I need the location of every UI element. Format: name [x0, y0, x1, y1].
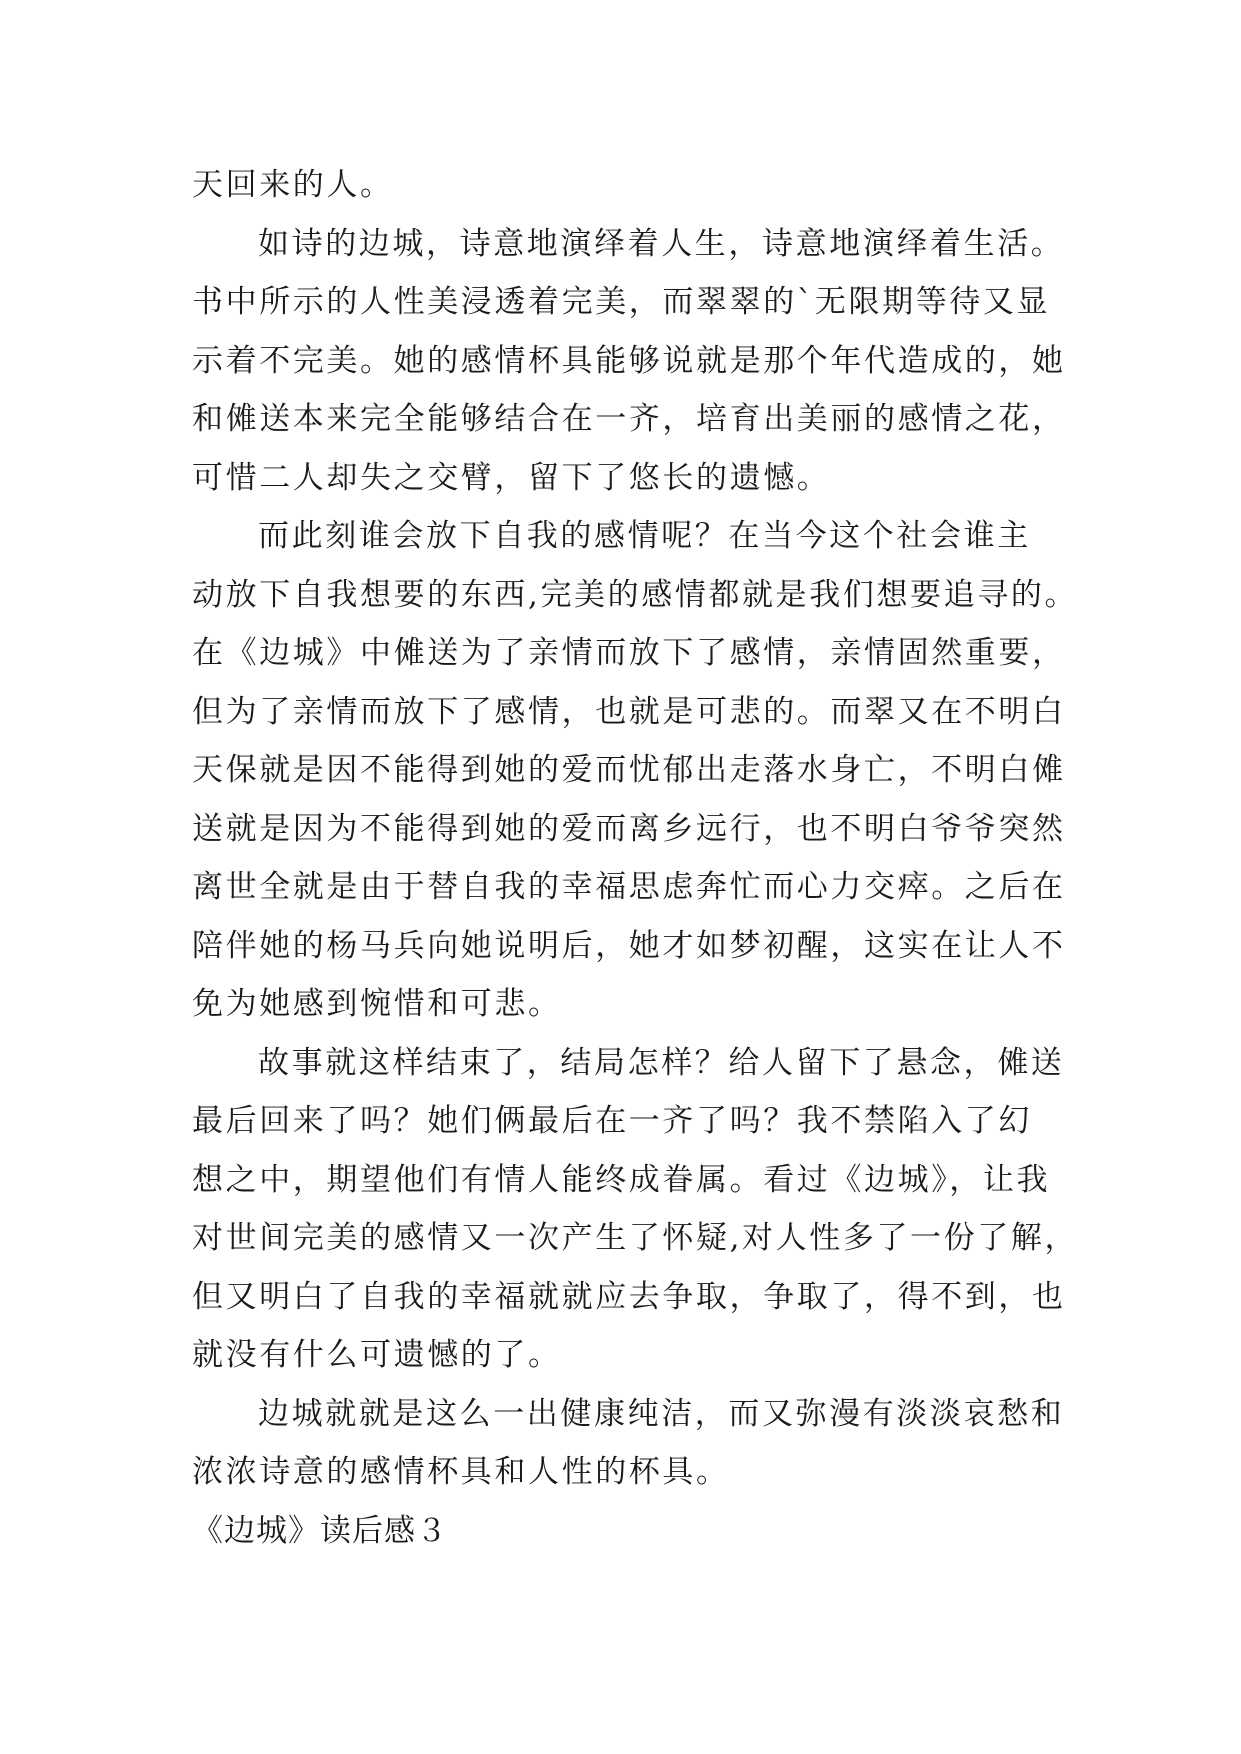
paragraph-line: 示着不完美。她的感情杯具能够说就是那个年代造成的，她	[192, 342, 1066, 379]
paragraph-line: 想之中，期望他们有情人能终成眷属。看过《边城》，让我	[192, 1161, 1051, 1198]
paragraph-line: 天保就是因不能得到她的爱而忧郁出走落水身亡，不明白傩	[192, 752, 1066, 788]
paragraph-first-line: 如诗的边城，诗意地演绎着人生，诗意地演绎着生活。	[258, 225, 1065, 262]
paragraph-line: 和傩送本来完全能够结合在一齐，培育出美丽的感情之花，	[192, 401, 1066, 437]
paragraph-line: 动放下自我想要的东西,完美的感情都就是我们想要追寻的。	[192, 576, 1079, 613]
document-body	[192, 156, 1079, 1560]
paragraph-line: 书中所示的人性美浸透着完美，而翠翠的`无限期等待又显	[192, 284, 1051, 320]
paragraph-line: 最后回来了吗？她们俩最后在一齐了吗？我不禁陷入了幻	[192, 1103, 1032, 1139]
paragraph-line: 浓浓诗意的感情杯具和人性的杯具。	[192, 1454, 730, 1490]
paragraph-line: 在《边城》中傩送为了亲情而放下了感情，亲情固然重要，	[192, 635, 1066, 671]
paragraph-line: 天回来的人。	[192, 167, 394, 203]
paragraph-line: 陪伴她的杨马兵向她说明后，她才如梦初醒，这实在让人不	[192, 927, 1066, 964]
paragraph-first-line: 故事就这样结束了，结局怎样？给人留下了悬念，傩送	[258, 1044, 1065, 1081]
paragraph-line: 就没有什么可遗憾的了。	[192, 1337, 562, 1373]
paragraph-line: 对世间完美的感情又一次产生了怀疑,对人性多了一份了解，	[192, 1220, 1079, 1256]
paragraph-line: 可惜二人却失之交臂，留下了悠长的遗憾。	[192, 459, 831, 496]
paragraph-first-line: 边城就就是这么一出健康纯洁，而又弥漫有淡淡哀愁和	[258, 1395, 1065, 1432]
paragraph-line: 但又明白了自我的幸福就就应去争取，争取了，得不到，也	[192, 1278, 1066, 1315]
paragraph-line: 免为她感到惋惜和可悲。	[192, 986, 562, 1022]
paragraph-line: 但为了亲情而放下了感情，也就是可悲的。而翠又在不明白	[192, 693, 1066, 730]
paragraph-line: 离世全就是由于替自我的幸福思虑奔忙而心力交瘁。之后在	[192, 869, 1066, 905]
paragraph-first-line: 而此刻谁会放下自我的感情呢？在当今这个社会谁主	[258, 518, 1031, 554]
section-heading: 《边城》读后感３	[192, 1512, 448, 1549]
paragraph-line: 送就是因为不能得到她的爱而离乡远行，也不明白爷爷突然	[192, 810, 1066, 847]
